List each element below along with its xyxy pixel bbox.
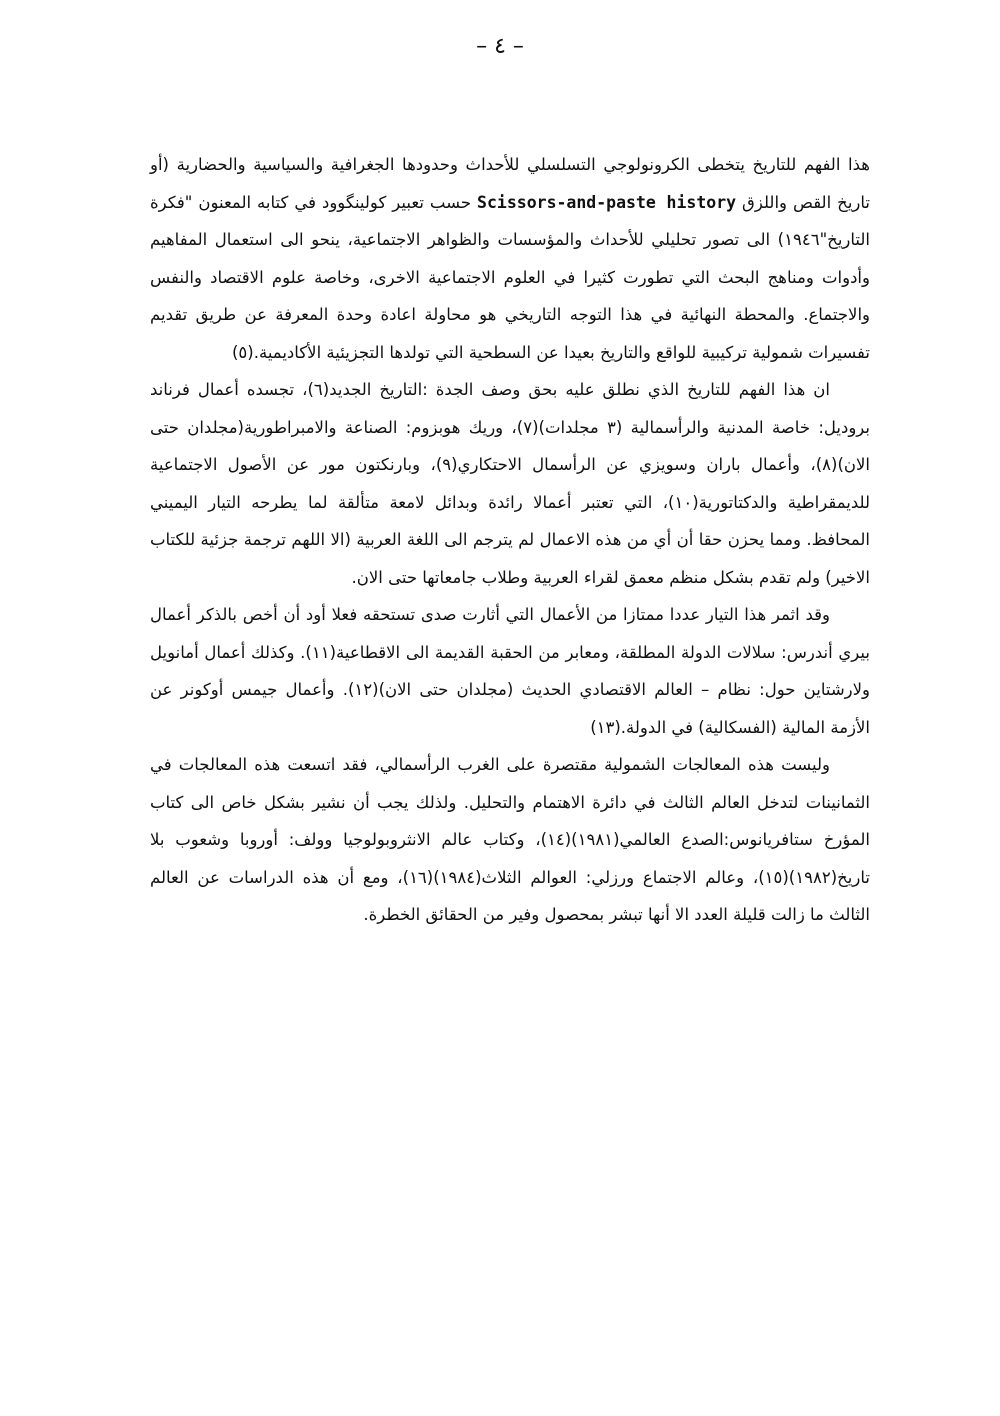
paragraph-1-text-start: هذا الفهم للتاريخ يتخطى الكرونولوجي التسلسلي للأحداث وحدودها الجغرافية والسياسية والحضارية (أو تاريخ القص واللزق [150,155,870,212]
paragraph-4: وليست هذه المعالجات الشمولية مقتصرة على الغرب الرأسمالي، فقد اتسعت هذه المعالجات في الثمانينات لتدخل العالم الثالث في دائرة الاهتمام والتحليل. ولذلك يجب أن نشير بشكل خاص الى كتاب المؤرخ ستافريانوس:الصدع العالمي(١٩٨١)(١٤)، وكتاب عالم الانثروبولوجيا وولف: أوروبا وشعوب بلا تاريخ(١٩٨٢)(١٥)، وعالم الاجتماع ورزلي: العوالم الثلاث(١٩٨٤)(١٦)، ومع أن هذه الدراسات عن العالم الثالث ما زالت قليلة العدد الا أنها تبشر بمحصول وفير من الحقائق الخطرة. [150,755,870,924]
document-body [150,146,870,934]
paragraph-3: وقد اثمر هذا التيار عددا ممتازا من الأعمال التي أثارت صدى تستحقه فعلا أود أن أخص بالذكر أعمال بيري أندرس: سلالات الدولة المطلقة، ومعابر من الحقبة القديمة الى الاقطاعية(١١). وكذلك أعمال أمانويل ولارشتاين حول: نظام – العالم الاقتصادي الحديث (مجلدان حتى الان)(١٢). وأعمال جيمس أوكونر عن الأزمة المالية (الفسكالية) في الدولة.(١٣) [150,605,870,737]
paragraph-1 [150,146,870,371]
paragraph-1-text-end: حسب تعبير كولينگوود في كتابه المعنون "فكرة التاريخ"١٩٤٦) الى تصور تحليلي للأحداث والمؤسسات والظواهر الاجتماعية، ينحو الى استعمال المفاهيم وأدوات ومناهج البحث التي تطورت كثيرا في العلوم الاجتماعية الاخرى، وخاصة علوم الاقتصاد والنفس والاجتماع. والمحطة النهائية في هذا التوجه التاريخي هو محاولة اعادة وحدة المعرفة عن طريق تقديم تفسيرات شمولية تركيبية للواقع والتاريخ بعيدا عن السطحية التي تولدها التجزيئية الأكاديمية.(٥) [150,192,870,362]
paragraph-2: ان هذا الفهم للتاريخ الذي نطلق عليه بحق وصف الجدة :التاريخ الجديد(٦)، تجسده أعمال فرناند بروديل: خاصة المدنية والرأسمالية (٣ مجلدات)(٧)، وريك هوبزوم: الصناعة والامبراطورية(مجلدان حتى الان)(٨)، وأعمال باران وسويزي عن الرأسمال الاحتكاري(٩)، وبارنكتون مور عن الأصول الاجتماعية للديمقراطية والدكتاتورية(١٠)، التي تعتبر أعمالا رائدة وبدائل لامعة متألقة لما يطرحه التيار اليميني المحافظ. ومما يحزن حقا أن أي من هذه الاعمال لم يترجم الى اللغة العربية (الا اللهم ترجمة جزئية للكتاب الاخير) ولم تقدم بشكل منظم معمق لقراء العربية وطلاب جامعاتها حتى الان. [150,380,871,587]
paragraph-1-latin-term: Scissors-and-paste history [477,192,737,212]
page-number: – ٤ – [476,34,524,59]
